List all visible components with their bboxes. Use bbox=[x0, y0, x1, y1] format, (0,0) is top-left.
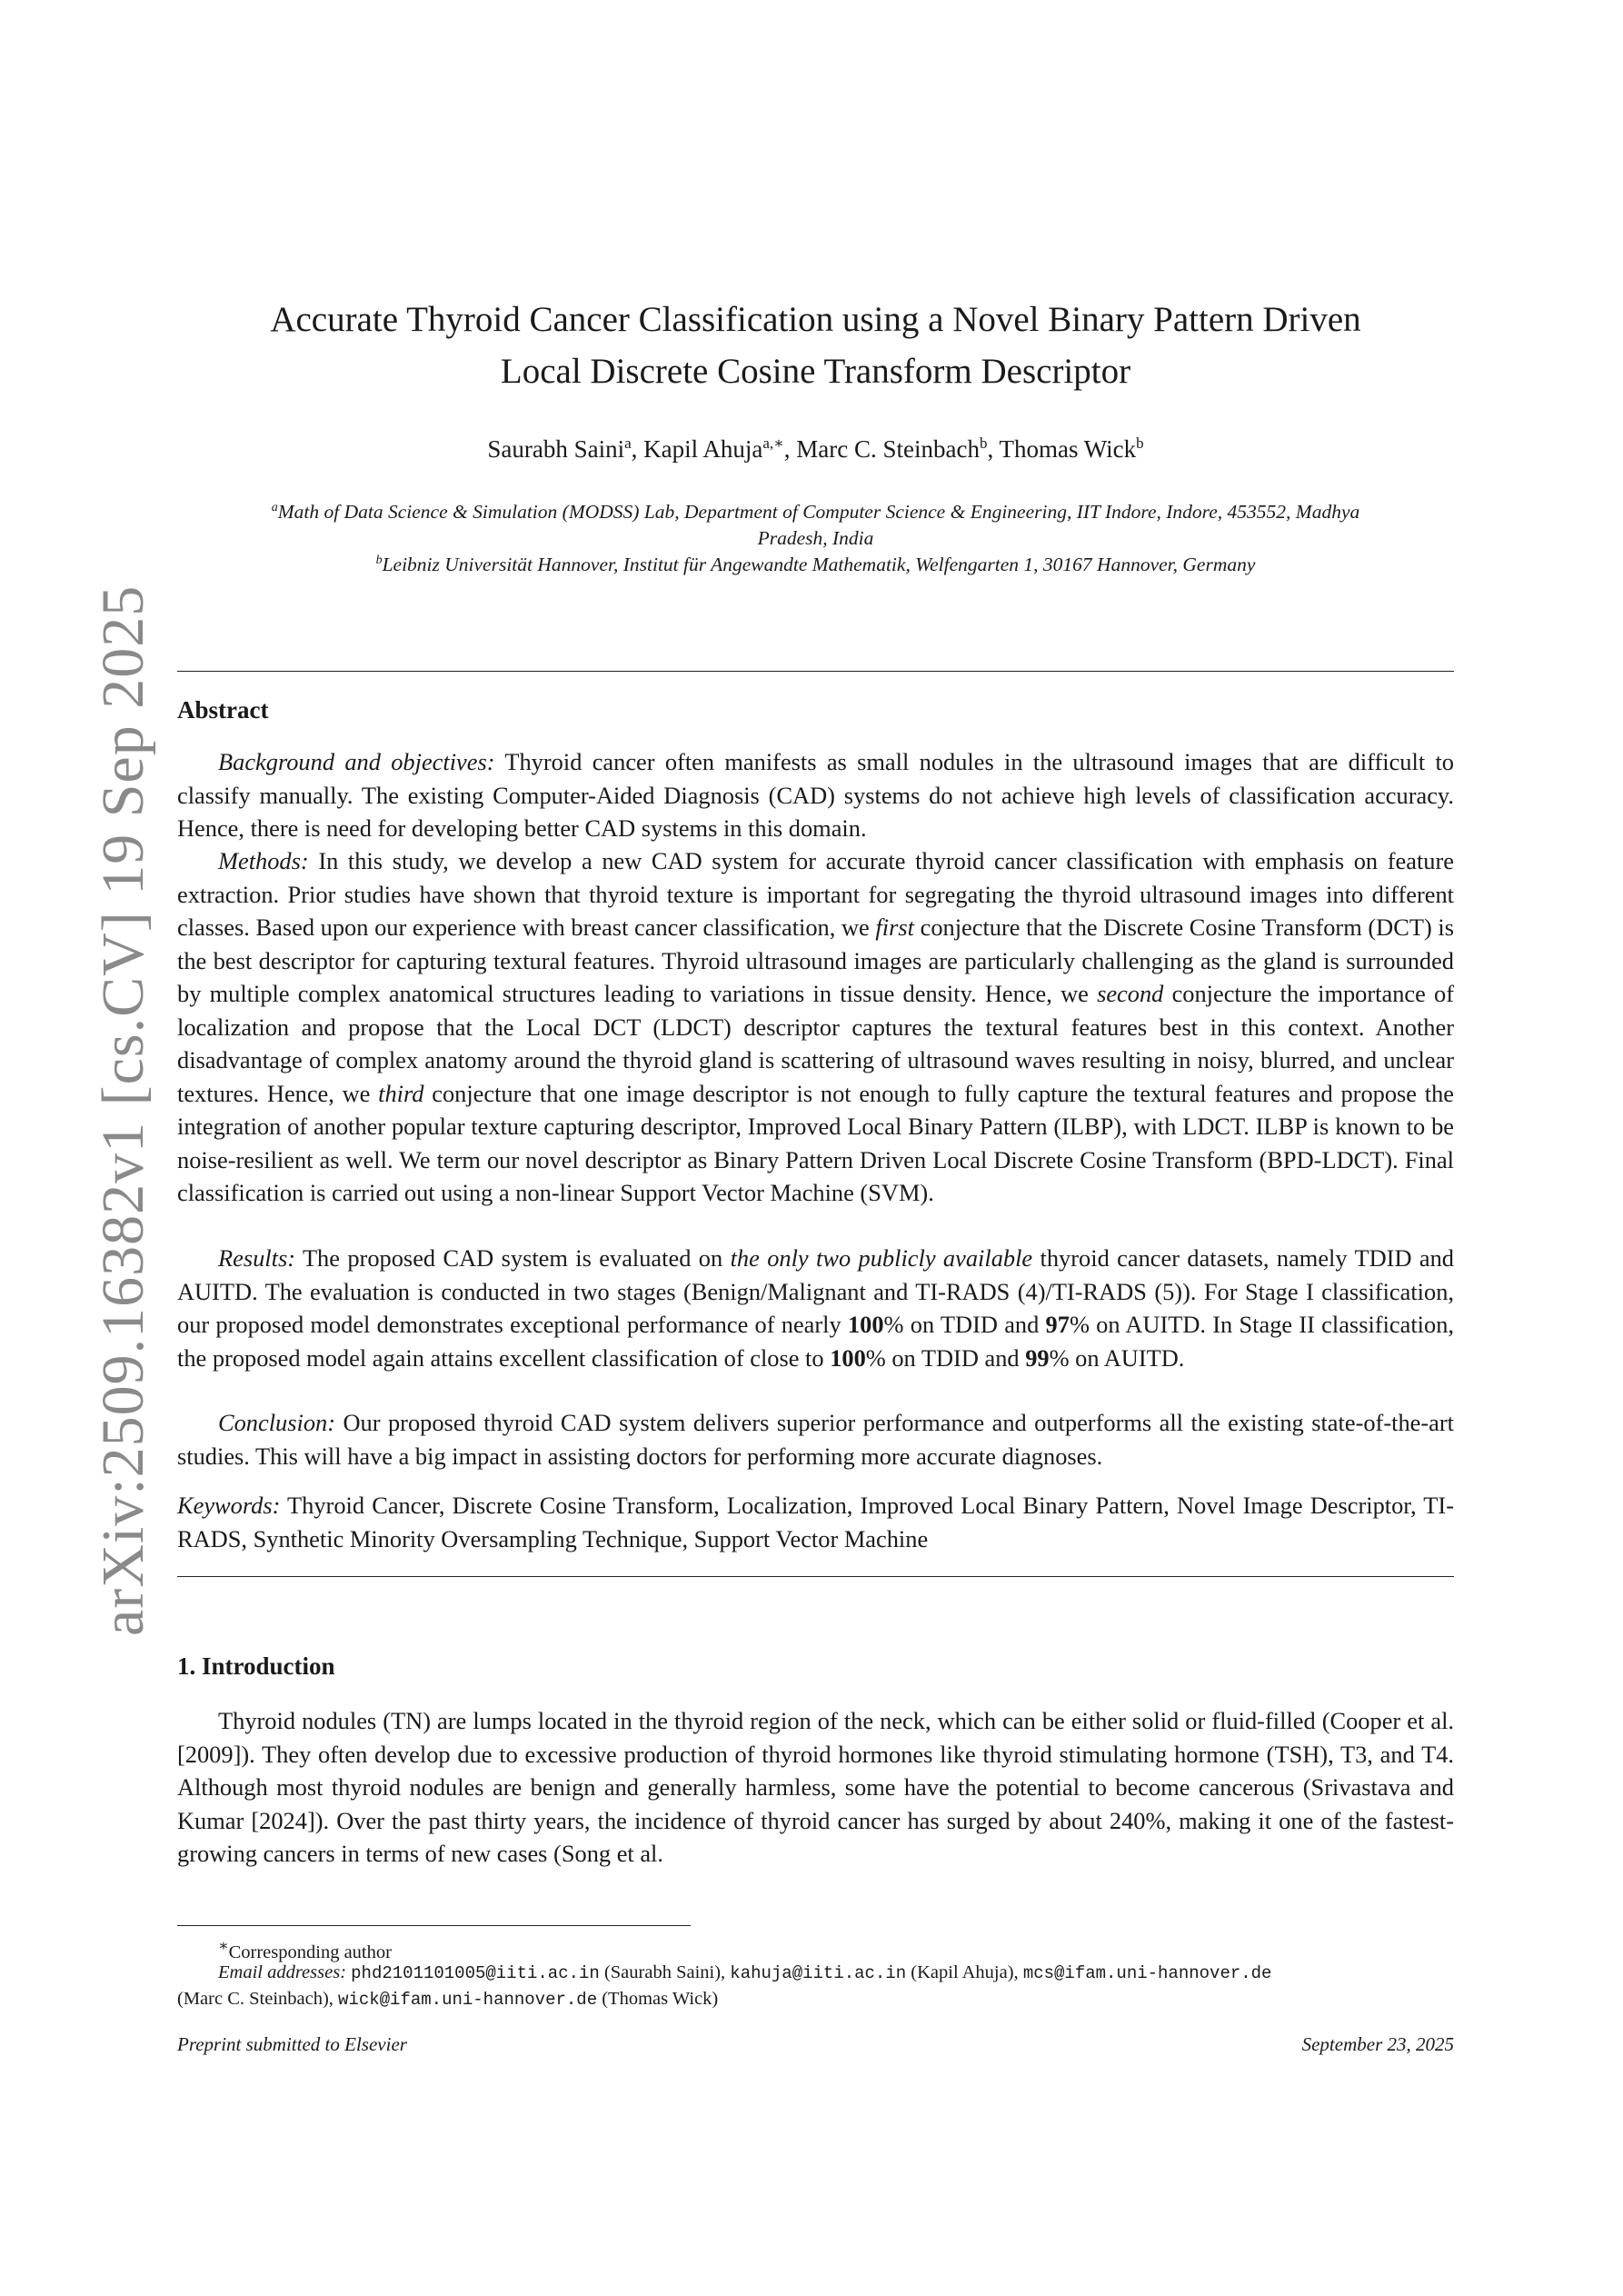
results-text: thyroid cancer datasets, namely TDID and AUITD. The evaluation is conducted in two stages (Benign/Malignant and TI-RADS (4)/TI-RADS (5)). For Stage I classification, our proposed model demonstrates exceptional performance of nearly bbox=[177, 1244, 1454, 1338]
results-value: 100 bbox=[830, 1343, 866, 1372]
methods-emphasis: third bbox=[378, 1079, 424, 1107]
footer-date: September 23, 2025 bbox=[1301, 2033, 1454, 2055]
email-owner: (Thomas Wick) bbox=[597, 1989, 719, 2009]
background-label: Background and objectives: bbox=[218, 748, 495, 775]
results-value: 97 bbox=[1045, 1311, 1070, 1338]
abstract-top-rule bbox=[177, 671, 1454, 672]
author-affiliation-mark: a,∗ bbox=[762, 434, 784, 452]
footnote-text: Corresponding author bbox=[228, 1942, 392, 1962]
results-value: 100 bbox=[847, 1311, 884, 1338]
background-text: Thyroid cancer often manifests as small nodules in the ultrasound images that are difficult to classify manually. The existing Computer-Aided Diagnosis (CAD) systems do not achieve high levels of classification accuracy. Hence, there is need for developing better CAD systems in this domain. bbox=[177, 748, 1454, 842]
keywords-text: Thyroid Cancer, Discrete Cosine Transform, Localization, Improved Local Binary Pattern, Novel Image Descriptor, TI-RADS, Synthetic Minority Oversampling Technique, Support Vector Machine bbox=[177, 1492, 1454, 1552]
results-value: 99 bbox=[1025, 1343, 1050, 1372]
introduction-paragraph: Thyroid nodules (TN) are lumps located in the thyroid region of the neck, which can be either solid or fluid-filled (Cooper et al. [2009]). They often develop due to excessive production of thyroid hormones like thyroid stimulating hormone (TSH), T3, and T4. Although most thyroid nodules are benign and generally harmless, some have the potential to become cancerous (Srivastava and Kumar [2024]). Over the past thirty years, the incidence of thyroid cancer has surged by about 240%, making it one of the fastest-growing cancers in terms of new cases (Song et al. bbox=[177, 1707, 1454, 1867]
methods-emphasis: first bbox=[875, 913, 914, 941]
footnote-marker: ∗ bbox=[218, 1937, 229, 1954]
results-text: % on TDID and bbox=[865, 1343, 1026, 1372]
affiliation-a bbox=[195, 494, 1436, 552]
arxiv-identifier-stamp: arXiv:2509.16382v1 [cs.CV] 19 Sep 2025 bbox=[90, 584, 156, 1636]
email-owner: (Kapil Ahuja), bbox=[906, 1962, 1023, 1982]
methods-text: conjecture that the Discrete Cosine Transform (DCT) is the best descriptor for capturing textural features. Thyroid ultrasound images are particularly challenging as the gland is surrounded by multiple complex anatomical structures leading to variations in tissue density. Hence, we bbox=[177, 913, 1454, 1007]
results-text: % on AUITD. In Stage II classification, the proposed model again attains excellent classification of close to bbox=[177, 1311, 1455, 1372]
abstract-background bbox=[177, 745, 1454, 845]
conclusion-text: Our proposed thyroid CAD system delivers superior performance and outperforms all the existing state-of-the-art studies. This will have a big impact in assisting doctors for performing more accurate diagnoses. bbox=[177, 1409, 1454, 1470]
methods-label: Methods: bbox=[218, 847, 309, 874]
abstract-conclusion bbox=[177, 1406, 1454, 1472]
email-link[interactable]: phd2101101005@iiti.ac.in bbox=[351, 1963, 600, 1983]
footer-preprint-note: Preprint submitted to Elsevier bbox=[177, 2033, 407, 2055]
methods-text: conjecture that one image descriptor is not enough to fully capture the textural features and propose the integration of another popular texture capturing descriptor, Improved Local Binary Pattern (ILBP), with LDCT. ILBP is known to be noise-resilient as well. We term our novel descriptor as Binary Pattern Driven Local Discrete Cosine Transform (BPD-LDCT). Final classification is carried out using a non-linear Support Vector Machine (SVM). bbox=[177, 1079, 1454, 1206]
methods-text: In this study, we develop a new CAD system for accurate thyroid cancer classification with emphasis on feature extraction. Prior studies have shown that thyroid texture is important for segregating the thyroid ultrasound images into different classes. Based upon our experience with breast cancer classification, we bbox=[177, 847, 1454, 941]
introduction-heading: 1. Introduction bbox=[177, 1652, 335, 1680]
author-name: Marc C. Steinbach bbox=[796, 435, 980, 463]
email-link[interactable]: kahuja@iiti.ac.in bbox=[730, 1963, 907, 1983]
footnote-rule bbox=[177, 1925, 691, 1926]
paper-title bbox=[177, 294, 1454, 397]
affiliation-mark: a bbox=[271, 501, 278, 514]
affiliation-text: Pradesh, India bbox=[757, 527, 874, 550]
author-affiliation-mark: b bbox=[979, 434, 988, 452]
author-name: Thomas Wick bbox=[999, 435, 1137, 463]
results-text: The proposed CAD system is evaluated on bbox=[295, 1244, 731, 1272]
email-owner: (Saurabh Saini), bbox=[599, 1962, 731, 1982]
results-text: % on TDID and bbox=[883, 1311, 1046, 1338]
title-line-1: Accurate Thyroid Cancer Classification using a Novel Binary Pattern Driven bbox=[270, 300, 1361, 339]
abstract-results bbox=[177, 1242, 1454, 1374]
email-owner: (Marc C. Steinbach), bbox=[177, 1989, 339, 2009]
affiliation-mark: b bbox=[375, 554, 383, 567]
email-link[interactable]: wick@ifam.uni-hannover.de bbox=[338, 1990, 598, 2010]
author-affiliation-mark: b bbox=[1136, 434, 1144, 452]
results-emphasis: the only two publicly available bbox=[730, 1244, 1033, 1272]
conclusion-label: Conclusion: bbox=[218, 1409, 336, 1436]
methods-text: conjecture the importance of localization and propose that the Local DCT (LDCT) descriptor captures the textural features best in this context. Another disadvantage of complex anatomy around the thyroid gland is scattering of ultrasound waves resulting in noisy, blurred, and unclear textures. Hence, we bbox=[177, 980, 1455, 1107]
abstract-bottom-rule bbox=[177, 1576, 1454, 1577]
affiliation-text: Leibniz Universität Hannover, Institut für Angewandte Mathematik, Welfengarten 1, 30167 Hannover, Germany bbox=[382, 554, 1256, 576]
methods-emphasis: second bbox=[1097, 980, 1164, 1007]
author-affiliation-mark: a bbox=[624, 434, 632, 452]
abstract-heading: Abstract bbox=[177, 696, 269, 724]
keywords bbox=[177, 1489, 1454, 1555]
author-name: Saurabh Saini bbox=[487, 435, 625, 463]
email-label: Email addresses: bbox=[218, 1962, 347, 1982]
affiliation-b bbox=[195, 547, 1436, 578]
results-label: Results: bbox=[218, 1244, 296, 1272]
affiliation-text: Math of Data Science & Simulation (MODSS) Lab, Department of Computer Science & Engineering, IIT Indore, Indore, 453552, Madhya bbox=[277, 501, 1360, 524]
abstract-methods bbox=[177, 844, 1454, 1210]
author-name: Kapil Ahuja bbox=[643, 435, 763, 463]
title-line-2: Local Discrete Cosine Transform Descriptor bbox=[500, 352, 1131, 391]
author-list: Saurabh Saini$^a$, Kapil Ahuja$^{a,∗}$, Marc C. Steinbach$^b$, Thomas Wick$^b$ bbox=[487, 434, 1144, 463]
keywords-label: Keywords: bbox=[177, 1492, 281, 1519]
email-link[interactable]: mcs@ifam.uni-hannover.de bbox=[1022, 1963, 1272, 1983]
results-text: % on AUITD. bbox=[1049, 1343, 1185, 1372]
footnote-emails bbox=[177, 1960, 1454, 2012]
